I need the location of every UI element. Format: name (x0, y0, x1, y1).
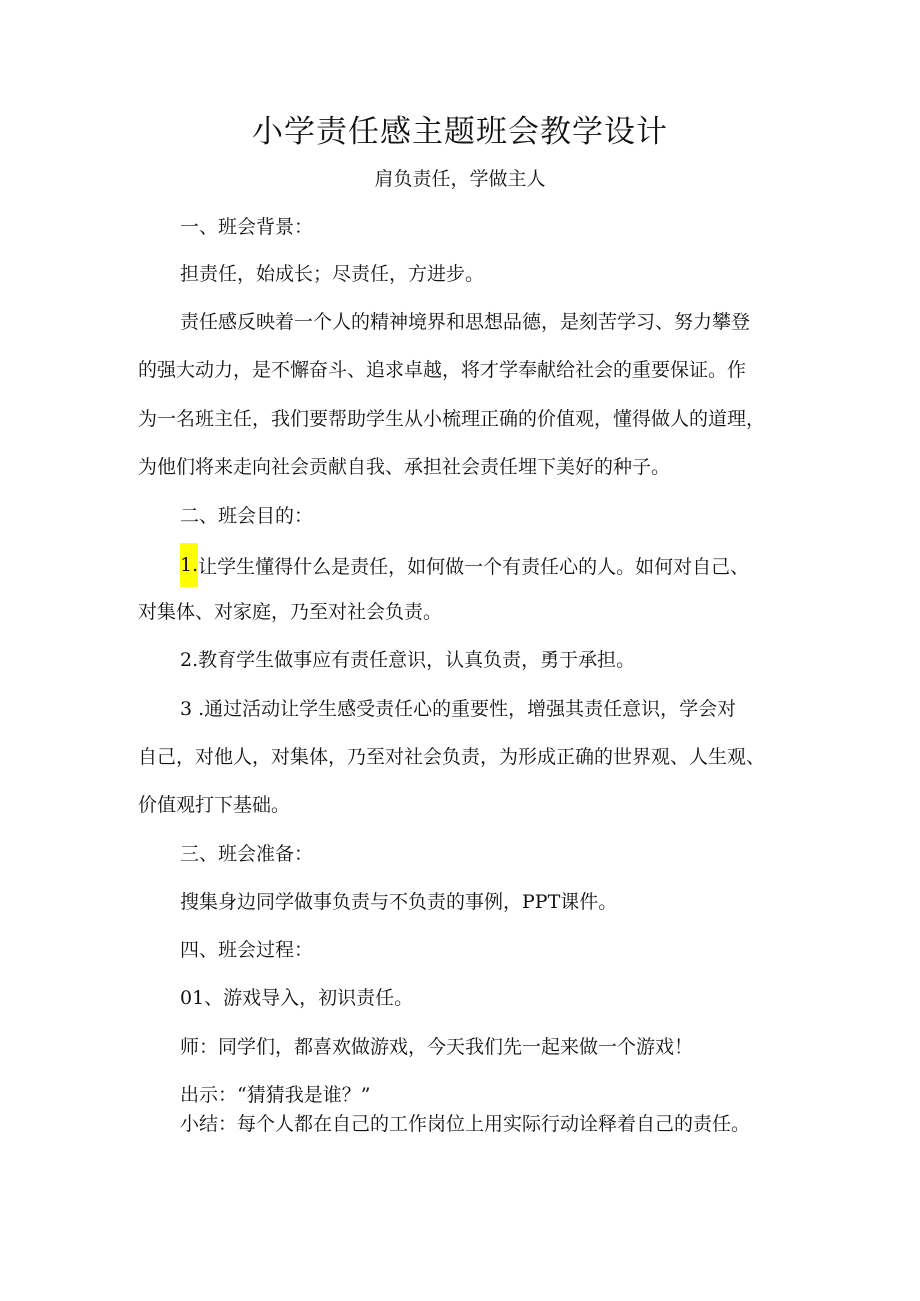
section-heading-background: 一、班会背景： (180, 216, 314, 238)
paragraph-line: 师：同学们，都喜欢做游戏，今天我们先一起来做一个游戏！ (180, 1036, 694, 1058)
paragraph-line: 自己，对他人，对集体，乃至对社会负责，为形成正确的世界观、人生观、 (138, 746, 766, 768)
paragraph-line: 价值观打下基础。 (138, 794, 291, 816)
paragraph-line: 为他们将来走向社会贡献自我、承担社会责任埋下美好的种子。 (138, 456, 671, 478)
paragraph-line: 3 .通过活动让学生感受责任心的重要性，增强其责任意识，学会对 (180, 698, 737, 720)
section-heading-process: 四、班会过程： (180, 939, 314, 961)
document-subtitle: 肩负责任，学做主人 (374, 168, 546, 190)
paragraph-line: 01、游戏导入，初识责任。 (180, 987, 414, 1009)
paragraph-text: 让学生懂得什么是责任，如何做一个有责任心的人。如何对自己、 (198, 556, 750, 578)
document-title: 小学责任感主题班会教学设计 (252, 114, 668, 150)
section-heading-preparation: 三、班会准备： (180, 843, 314, 865)
paragraph-line: 搜集身边同学做事负责与不负责的事例，PPT课件。 (180, 891, 618, 913)
section-heading-purpose: 二、班会目的： (180, 505, 314, 527)
paragraph-line: 出示：“猜猜我是谁？” (180, 1084, 371, 1106)
paragraph-line: 的强大动力，是不懈奋斗、追求卓越，将才学奉献给社会的重要保证。作 (138, 359, 747, 381)
paragraph-line: 担责任，始成长；尽责任，方进步。 (180, 263, 485, 285)
paragraph-line: 对集体、对家庭，乃至对社会负责。 (138, 601, 443, 623)
highlighted-list-number: 1. (180, 543, 198, 587)
paragraph-line: 责任感反映着一个人的精神境界和思想品德，是刻苦学习、努力攀登 (180, 311, 751, 333)
paragraph-line: 小结：每个人都在自己的工作岗位上用实际行动诠释着自己的责任。 (180, 1113, 751, 1135)
paragraph-line: 为一名班主任，我们要帮助学生从小梳理正确的价值观，懂得做人的道理， (138, 408, 766, 430)
paragraph-line (180, 549, 749, 587)
paragraph-line: 2.教育学生做事应有责任意识，认真负责，勇于承担。 (180, 649, 636, 671)
